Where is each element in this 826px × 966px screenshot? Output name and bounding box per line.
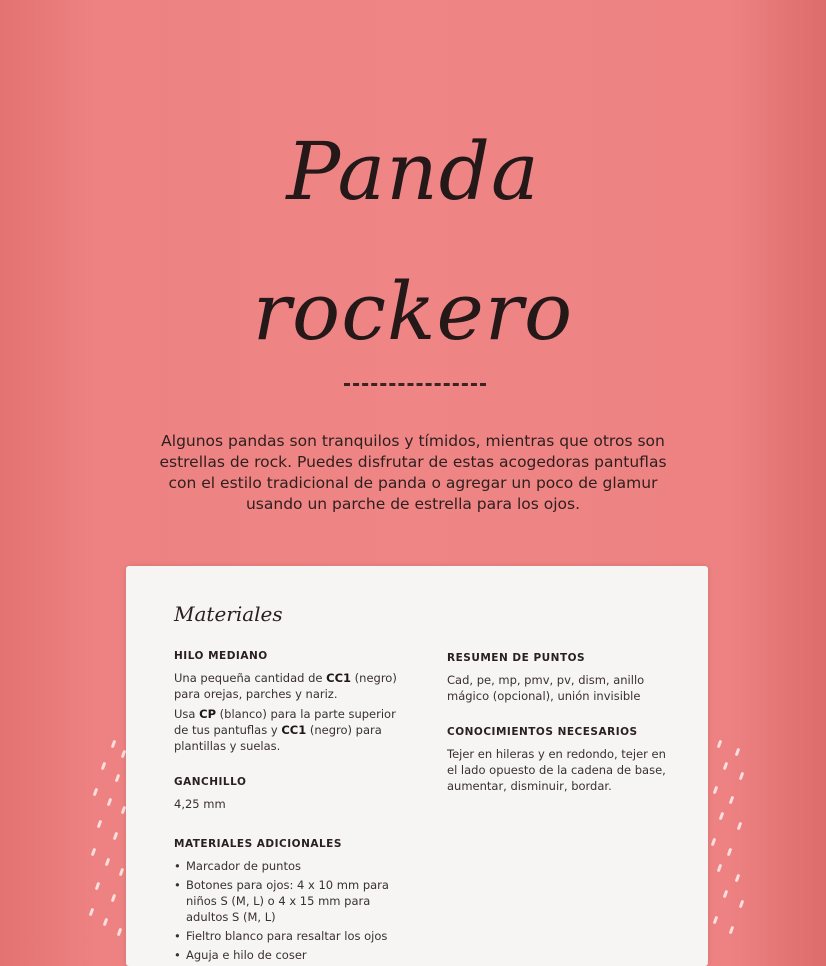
hook-size: 4,25 mm xyxy=(174,797,226,811)
intro-paragraph: Algunos pandas son tranquilos y tímidos, mientras que otros son estrellas de rock. Puedes disfrutar de estas acogedoras pantuflas con el estilo tradicional de panda o agregar un poco de glamur usando un parche de estrella para los ojos. xyxy=(159,432,667,513)
materials-heading: Materiales xyxy=(174,602,283,626)
skills-text: Tejer en hileras y en redondo, tejer en el lado opuesto de la cadena de base, aumentar, disminuir, bordar. xyxy=(447,747,666,793)
right-dot-pattern xyxy=(710,740,754,940)
dashed-divider xyxy=(344,383,486,386)
additional-materials-heading: MATERIALES ADICIONALES xyxy=(174,838,342,850)
materials-right-column xyxy=(447,650,667,798)
hook-heading: GANCHILLO xyxy=(174,776,247,788)
list-item: • Fieltro blanco para resaltar los ojos xyxy=(174,928,400,944)
yarn-paragraph-2: Usa CP (blanco) para la parte superior de tus pantuflas y CC1 (negro) para plantillas y suelas. xyxy=(174,707,396,753)
materials-card xyxy=(126,566,708,966)
materials-left-column xyxy=(174,648,400,966)
stitch-summary-text: Cad, pe, mp, pmv, pv, dism, anillo mágico (opcional), unión invisible xyxy=(447,673,645,703)
page-title-line-2: rockero xyxy=(252,265,574,358)
additional-materials-list xyxy=(174,858,400,963)
page-title-line-1: Panda xyxy=(286,125,540,218)
yarn-heading: HILO MEDIANO xyxy=(174,650,268,662)
skills-heading: CONOCIMIENTOS NECESARIOS xyxy=(447,726,638,738)
list-item: • Botones para ojos: 4 x 10 mm para niños S (M, L) o 4 x 15 mm para adultos S (M, L) xyxy=(174,877,400,925)
list-item: • Aguja e hilo de coser xyxy=(174,947,400,963)
stitch-summary-heading: RESUMEN DE PUNTOS xyxy=(447,652,586,664)
list-item: • Marcador de puntos xyxy=(174,858,400,874)
yarn-paragraph-1: Una pequeña cantidad de CC1 (negro) para orejas, parches y nariz. xyxy=(174,671,397,701)
